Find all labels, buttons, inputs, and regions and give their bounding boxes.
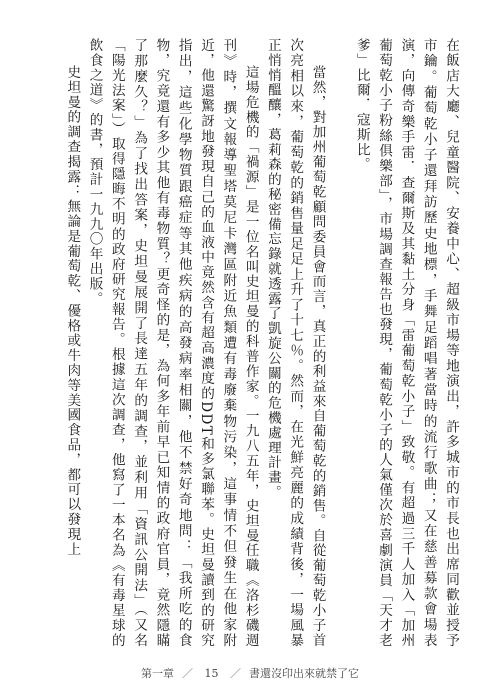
page-footer [0,665,500,681]
footer-chapter: 第一章 [141,667,174,680]
paragraph-1: 在飯店大廳、兒童醫院、安養中心、超級市場等地演出，許多城市的市長也出席同歡並授予市鑰。葡萄乾小子還拜訪歷史地標，手舞足蹈唱著當時的流行歌曲；又在慈善募款會場表演，向傳奇樂手雷．查爾斯及其黏土分身「雷葡萄乾小子」致敬。有超過三千人加入「加州葡萄乾小子粉絲俱樂部」，市場調查報告也發現，葡萄乾小子的人氣僅次於喜劇演員「天才老爹」比爾．寇斯比。 [353,38,459,648]
footer-separator: ／ [182,667,193,680]
footer-running-title: 書還沒印出來就禁了它 [249,667,359,680]
paragraph-4: 史坦曼的調查揭露：無論是葡萄乾、優格或牛肉等美國食品，都可以發現上 [64,65,81,557]
body-text [38,38,462,648]
paragraph-2: 當然，對加州葡萄乾顧問委員會而言，真正的利益來自葡萄乾的銷售。自從葡萄乾小子首次亮相以來，葡萄乾的銷售量足足上升了十七％。然而，在光鮮亮麗的成績背後，一場風暴正悄悄醞釀，葛莉森的秘密備忘錄就透露了凱旋公關的危機處理計畫。 [264,38,326,648]
paragraph-3: 這場危機的「禍源」是一位名叫史坦曼的科普作家。一九八五年，史坦曼任職《洛杉磯週刊》時，撰文報導聖塔莫尼卡灣區附近魚類遭有毒廢棄物污染，這事情不但發生在他家附近，他還驚訝地發現自己的血液中竟然含有超高濃度的DDT和多氯聯苯。史坦曼讀到的研究指出，這些化學物質跟癌症等其他疾病的高發病率相關，他不禁好奇地問：「我所吃的食物，究竟還有多少其他有毒物質？更奇怪的是，為何多年前早已知情的政府官員，竟然隱瞞了那麼久？」為了找出答案，史坦曼展開了長達五年的調查，並利用「資訊公開法」（又名「陽光法案」）取得隱晦不明的政府研究報告。根據這次調查，他寫了一本名為《有毒星球的飲食之道》的書，預計一九九〇年出版。 [86,38,259,648]
footer-page-number: 15 [204,667,219,680]
footer-separator-2: ／ [230,667,241,680]
